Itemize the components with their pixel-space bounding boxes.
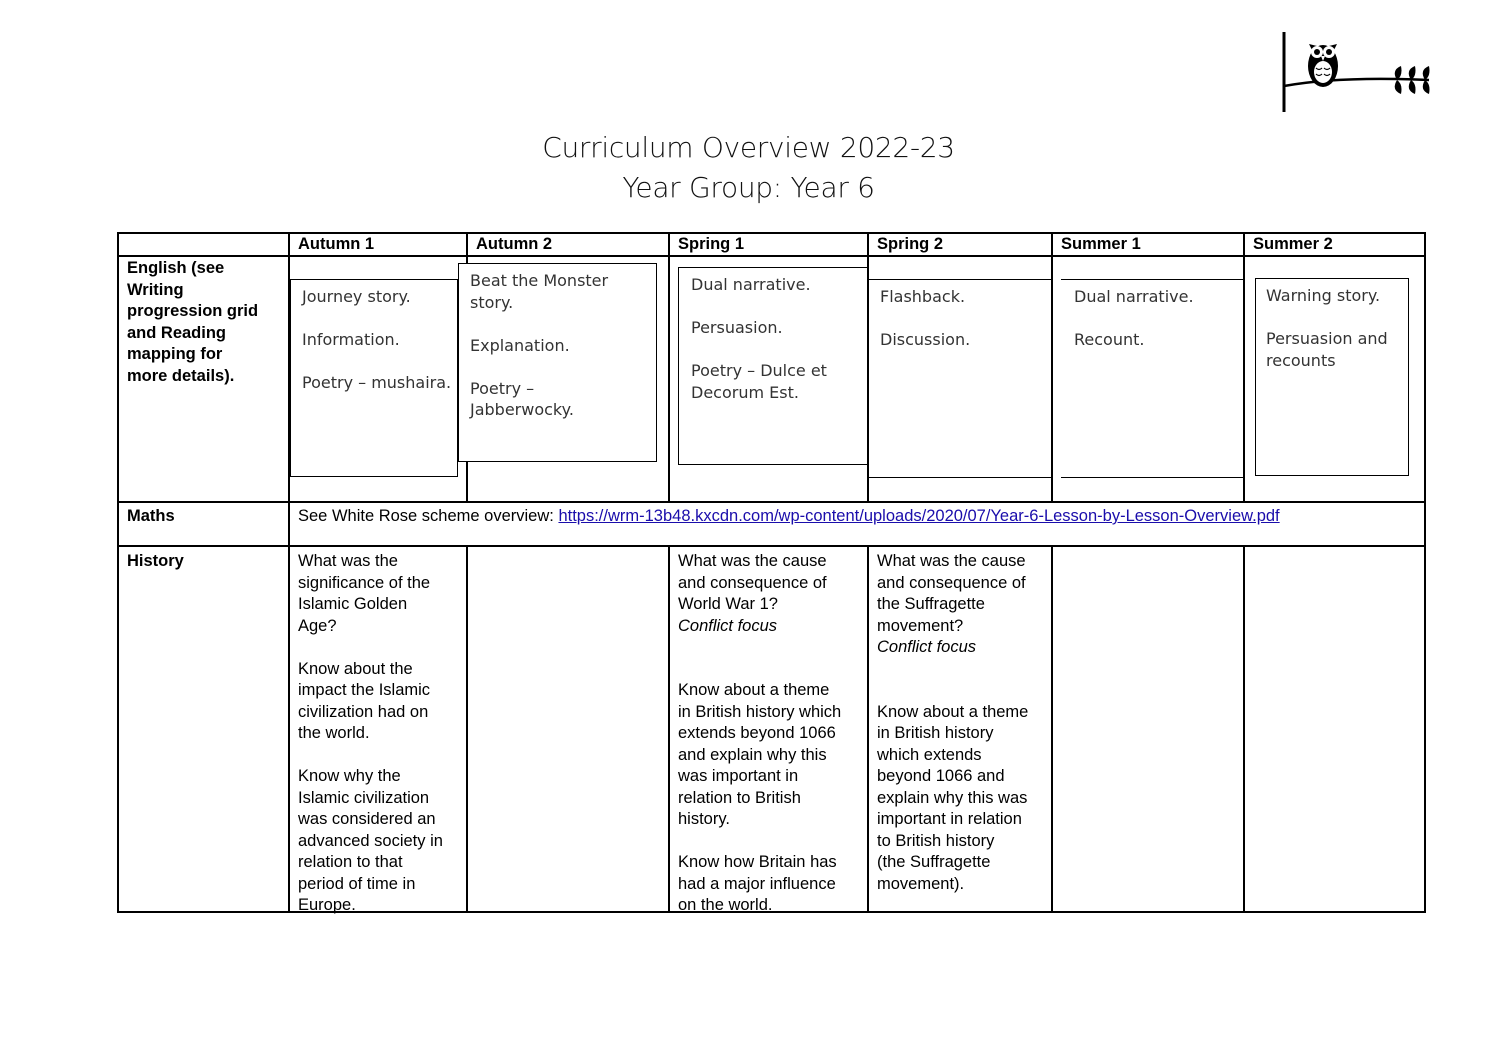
- history-spring2-question: What was the cause and consequence of the Suffragette movement?: [877, 552, 1026, 635]
- history-spring2-cell: [877, 551, 1028, 895]
- english-summer2-text: Warning story. Persuasion and recounts: [1266, 286, 1388, 370]
- row-label-history: History: [127, 552, 184, 570]
- english-autumn1-text: Journey story. Information. Poetry – mushaira.: [302, 287, 452, 392]
- column-header-summer1: Summer 1: [1061, 235, 1141, 253]
- english-spring2-text: Flashback. Discussion.: [880, 287, 971, 349]
- maths-overview-text: [298, 506, 1280, 528]
- english-summer1-text: Dual narrative. Recount.: [1074, 287, 1194, 349]
- history-autumn1-text: What was the significance of the Islamic Golden Age? Know about the impact the Islamic civilization had on the world. Know why the Islamic civilization was considered an advanced society in relation to that period of time in Europe.: [298, 552, 443, 914]
- white-rose-overview-link[interactable]: https://wrm-13b48.kxcdn.com/wp-content/uploads/2020/07/Year-6-Lesson-by-Lesson-Overview.pdf: [558, 507, 1280, 525]
- year-group-title: Year Group: Year 6: [622, 171, 875, 204]
- title-block: [0, 128, 1497, 208]
- column-header-spring1: Spring 1: [678, 235, 745, 253]
- column-header-autumn1: Autumn 1: [298, 235, 375, 253]
- history-spring1-cell: [678, 551, 841, 917]
- history-spring1-focus: Conflict focus: [678, 616, 778, 635]
- row-label-english: English (see Writing progression grid and Reading mapping for more details).: [127, 259, 259, 385]
- column-header-autumn2: Autumn 2: [476, 235, 553, 253]
- history-spring1-body: Know about a theme in British history which extends beyond 1066 and explain why this was important in relation to British history. Know how Britain has had a major influence on the world.: [678, 681, 842, 914]
- history-spring1-question: What was the cause and consequence of World War 1?: [678, 552, 827, 613]
- row-label-maths: Maths: [127, 507, 175, 525]
- column-header-spring2: Spring 2: [877, 235, 944, 253]
- owl-on-branch-icon: [1279, 30, 1439, 114]
- english-spring1-text: Dual narrative. Persuasion. Poetry – Dulce et Decorum Est.: [691, 275, 827, 402]
- page-title: Curriculum Overview 2022-23: [542, 131, 955, 164]
- history-spring2-focus: Conflict focus: [877, 638, 977, 656]
- english-autumn2-text: Beat the Monster story. Explanation. Poetry – Jabberwocky.: [470, 271, 609, 419]
- maths-prefix: See White Rose scheme overview:: [298, 507, 559, 525]
- column-header-summer2: Summer 2: [1253, 235, 1333, 253]
- history-spring2-body: Know about a theme in British history which extends beyond 1066 and explain why this was important in relation to British history (the Suffragette movement).: [877, 702, 1029, 893]
